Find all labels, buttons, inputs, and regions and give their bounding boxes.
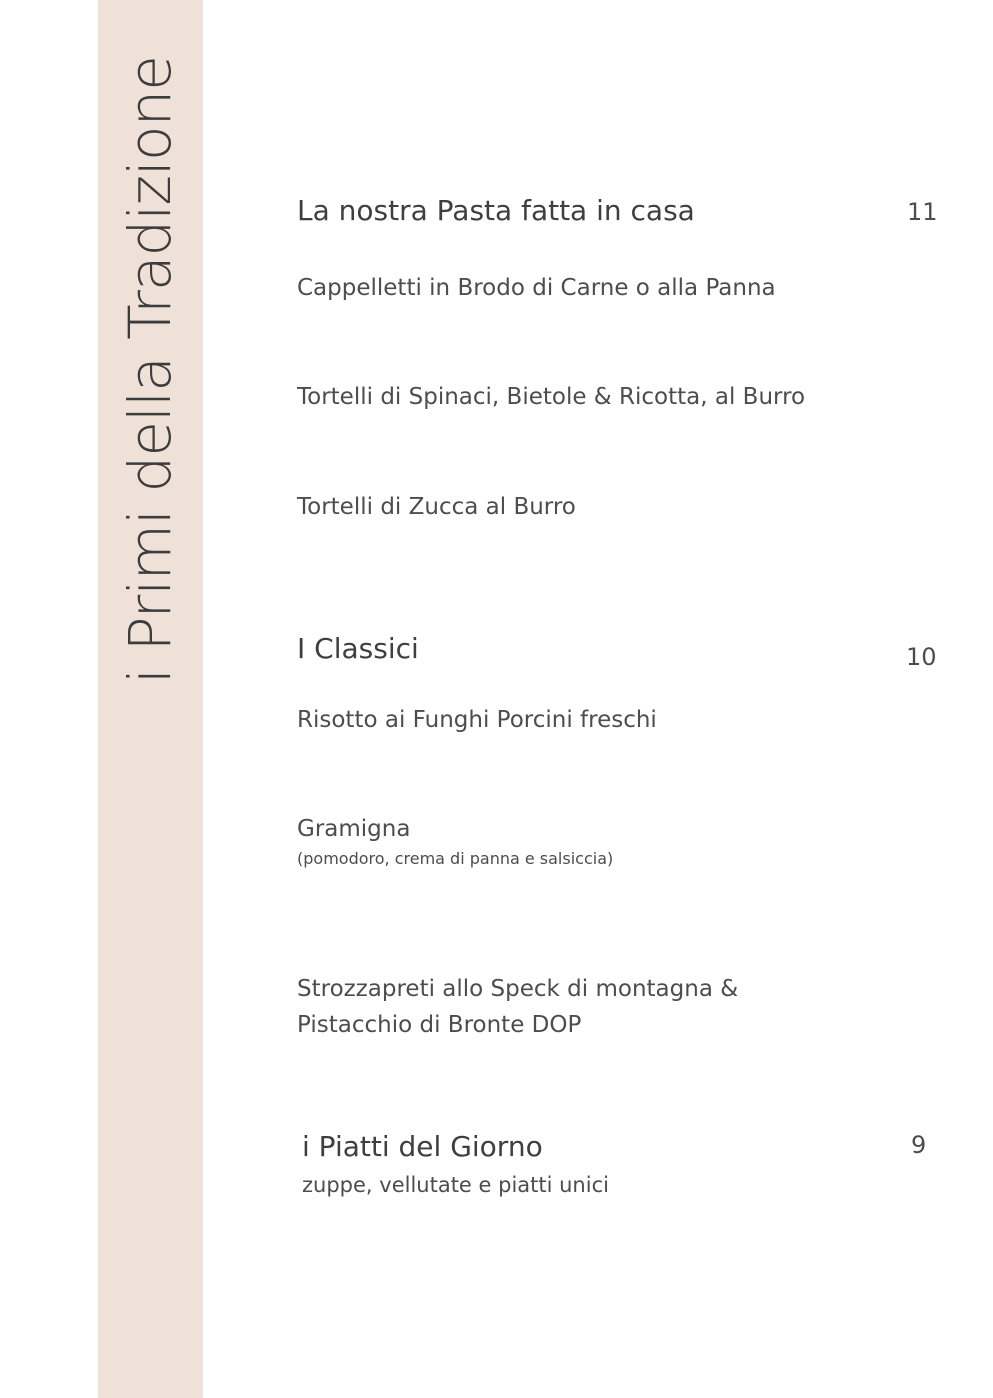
section-title-pasta-fatta-in-casa: La nostra Pasta fatta in casa — [297, 194, 695, 227]
menu-item-risotto-porcini: Risotto ai Funghi Porcini freschi — [297, 707, 657, 733]
section-title-i-classici: I Classici — [297, 632, 419, 665]
menu-item-gramigna-note: (pomodoro, crema di panna e salsiccia) — [297, 849, 614, 868]
menu-item-tortelli-spinaci: Tortelli di Spinaci, Bietole & Ricotta, al Burro — [297, 384, 806, 410]
menu-item-cappelletti: Cappelletti in Brodo di Carne o alla Panna — [297, 275, 776, 301]
section-price-i-classici: 10 — [906, 643, 937, 671]
section-price-piatti-del-giorno: 9 — [911, 1131, 927, 1159]
menu-item-tortelli-zucca: Tortelli di Zucca al Burro — [297, 494, 576, 520]
section-subtitle-piatti-del-giorno: zuppe, vellutate e piatti unici — [302, 1173, 609, 1197]
menu-item-strozzapreti-line1: Strozzapreti allo Speck di montagna & — [297, 976, 739, 1002]
menu-item-gramigna: Gramigna — [297, 816, 411, 842]
section-price-pasta-fatta-in-casa: 11 — [907, 198, 938, 226]
menu-item-strozzapreti-line2: Pistacchio di Bronte DOP — [297, 1012, 582, 1038]
page-title: i Primi della Tradizione — [116, 56, 184, 684]
section-title-piatti-del-giorno: i Piatti del Giorno — [302, 1130, 543, 1163]
